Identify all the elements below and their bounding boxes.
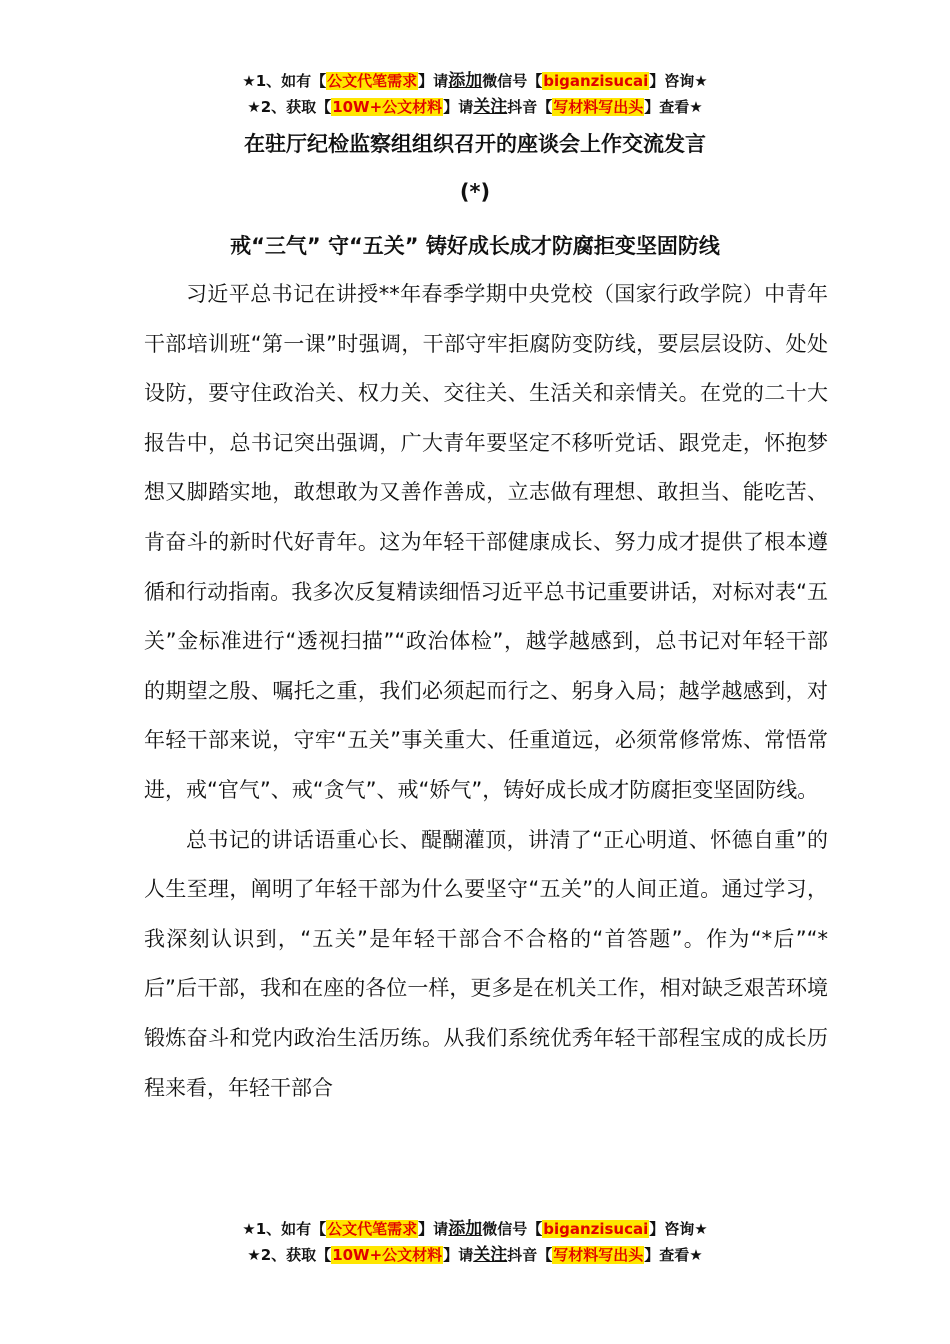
promo-header bbox=[0, 68, 950, 120]
promo-text: 微信号【 bbox=[482, 1220, 543, 1238]
star-icon: ★ bbox=[694, 72, 708, 90]
promo-text: 】请 bbox=[443, 98, 474, 116]
promo-text: 】请 bbox=[443, 1246, 474, 1264]
promo-text: 2、获取【 bbox=[260, 98, 332, 116]
promo-highlight: 公文代笔需求 bbox=[327, 1220, 418, 1238]
document-body bbox=[144, 270, 828, 1113]
promo-text: 】咨询 bbox=[649, 1220, 695, 1238]
promo-emphasis: 关注 bbox=[473, 97, 508, 117]
star-icon: ★ bbox=[242, 1220, 256, 1238]
star-icon: ★ bbox=[689, 1246, 703, 1264]
document-title: 在驻厅纪检监察组组织召开的座谈会上作交流发言 bbox=[244, 132, 706, 156]
promo-line-1 bbox=[0, 1216, 950, 1242]
douyin-account: 写材料写出头 bbox=[553, 1246, 644, 1264]
promo-line-2 bbox=[0, 1242, 950, 1268]
promo-text: 】查看 bbox=[644, 98, 690, 116]
star-icon: ★ bbox=[247, 1246, 261, 1264]
promo-text: 1、如有【 bbox=[255, 1220, 327, 1238]
star-icon: ★ bbox=[694, 1220, 708, 1238]
promo-emphasis: 关注 bbox=[473, 1245, 508, 1265]
promo-text: 】咨询 bbox=[649, 72, 695, 90]
star-icon: ★ bbox=[247, 98, 261, 116]
wechat-id: biganzisucai bbox=[543, 72, 649, 90]
promo-highlight: 10W+公文材料 bbox=[332, 98, 443, 116]
promo-text: 微信号【 bbox=[482, 72, 543, 90]
douyin-account: 写材料写出头 bbox=[553, 98, 644, 116]
body-paragraph-2: 总书记的讲话语重心长、醍醐灌顶，讲清了“正心明道、怀德自重”的人生至理，阐明了年轻干部为什么要坚守“五关”的人间正道。通过学习，我深刻认识到，“五关”是年轻干部合不合格的“首答题”。作为“*后”“*后”后干部，我和在座的各位一样，更多是在机关工作，相对缺乏艰苦环境锻炼奋斗和党内政治生活历练。从我们系统优秀年轻干部程宝成的成长历程来看，年轻干部合 bbox=[144, 827, 828, 1100]
promo-text: 】请 bbox=[418, 72, 449, 90]
promo-line-2 bbox=[0, 94, 950, 120]
promo-line-1 bbox=[0, 68, 950, 94]
document-title-note: (*) bbox=[459, 180, 491, 204]
promo-highlight: 10W+公文材料 bbox=[332, 1246, 443, 1264]
promo-text: 】请 bbox=[418, 1220, 449, 1238]
promo-footer bbox=[0, 1216, 950, 1268]
promo-highlight: 公文代笔需求 bbox=[327, 72, 418, 90]
promo-emphasis: 添加 bbox=[448, 1219, 483, 1239]
promo-text: 抖音【 bbox=[507, 1246, 553, 1264]
document-subtitle: 戒“三气” 守“五关” 铸好成长成才防腐拒变坚固防线 bbox=[230, 234, 720, 258]
promo-emphasis: 添加 bbox=[448, 71, 483, 91]
promo-text: 】查看 bbox=[644, 1246, 690, 1264]
promo-text: 2、获取【 bbox=[260, 1246, 332, 1264]
star-icon: ★ bbox=[242, 72, 256, 90]
star-icon: ★ bbox=[689, 98, 703, 116]
promo-text: 抖音【 bbox=[507, 98, 553, 116]
wechat-id: biganzisucai bbox=[543, 1220, 649, 1238]
body-paragraph-1: 习近平总书记在讲授**年春季学期中央党校（国家行政学院）中青年干部培训班“第一课”时强调，干部守牢拒腐防变防线，要层层设防、处处设防，要守住政治关、权力关、交往关、生活关和亲情关。在党的二十大报告中，总书记突出强调，广大青年要坚定不移听党话、跟党走，怀抱梦想又脚踏实地，敢想敢为又善作善成，立志做有理想、敢担当、能吃苦、肯奋斗的新时代好青年。这为年轻干部健康成长、努力成才提供了根本遵循和行动指南。我多次反复精读细悟习近平总书记重要讲话，对标对表“五关”金标准进行“透视扫描”“政治体检”，越学越感到，总书记对年轻干部的期望之殷、嘱托之重，我们必须起而行之、躬身入局；越学越感到，对年轻干部来说，守牢“五关”事关重大、任重道远，必须常修常炼、常悟常进，戒“官气”、戒“贪气”、戒“娇气”，铸好成长成才防腐拒变坚固防线。 bbox=[144, 282, 828, 802]
promo-text: 1、如有【 bbox=[255, 72, 327, 90]
